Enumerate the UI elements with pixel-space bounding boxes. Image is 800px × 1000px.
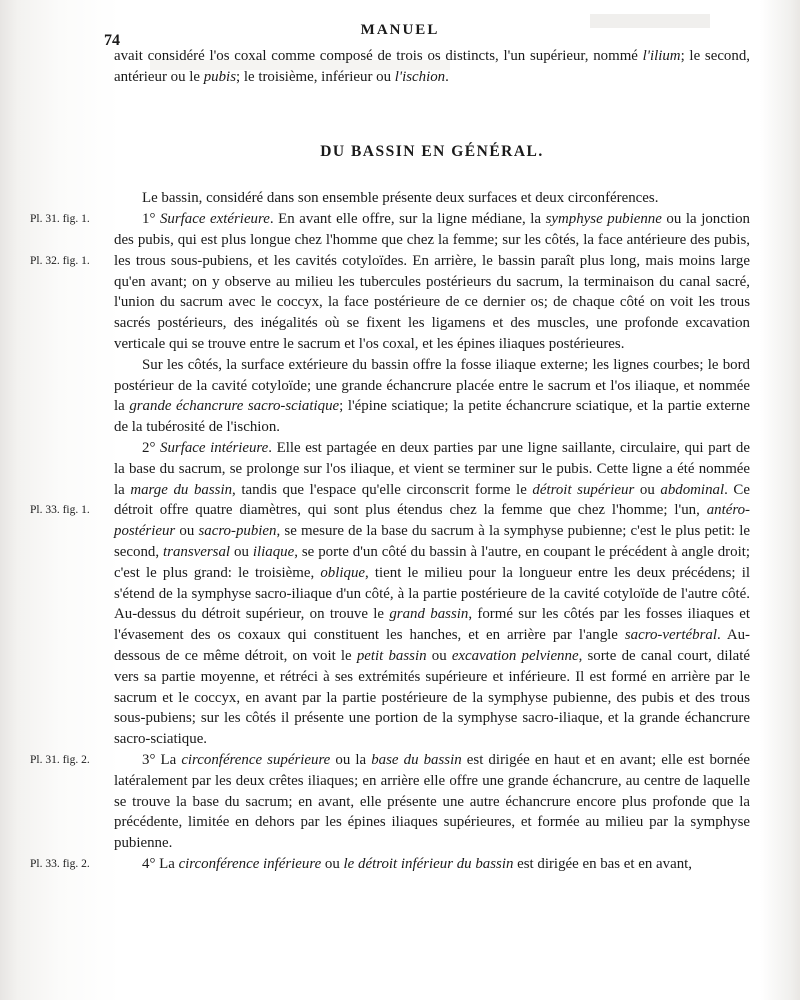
- section-heading: DU BASSIN EN GÉNÉRAL.: [320, 142, 544, 160]
- plate-reference: Pl. 32. fig. 1.: [30, 254, 90, 267]
- italic-term: le détroit inférieur du bassin: [343, 855, 514, 872]
- italic-term: grand bassin: [389, 606, 469, 623]
- text-run: ou: [634, 481, 661, 498]
- italic-term: l'ilium: [642, 48, 681, 64]
- italic-term: antéro-postérieur: [114, 502, 750, 540]
- text-body: [30, 46, 751, 875]
- italic-term: sacro-vertébral: [624, 627, 717, 644]
- paragraph-overview: Le bassin, considéré dans son ensemble présente deux surfaces et deux circonférences.: [142, 190, 659, 207]
- text-run: 4° La: [142, 855, 179, 872]
- italic-term: l'ischion: [394, 68, 446, 85]
- italic-term: sacro-pubien: [198, 523, 277, 540]
- italic-term: pubis: [203, 68, 236, 85]
- text-run: . Elle est partagée en deux parties par une ligne saillante, circulaire, qui part de la base du sacrum, se prolonge sur l'os iliaque, et vient se terminer sur le pubis. Cette ligne a été nommée la: [114, 439, 750, 498]
- text-run: , tient le milieu pour la longueur entre les deux précédens; il s'étend de la symphyse sacro-iliaque d'un côté, à la partie postérieure de la cavité cotyloïde de l'autre côté. Au-dessus du détroit supérieur, on trouve le: [114, 564, 750, 623]
- text-run: , se mesure de la base du sacrum à la symphyse pubienne; c'est le plus petit: le second,: [114, 523, 750, 560]
- text-run: 1°: [142, 211, 160, 228]
- text-run: est dirigée en bas et en avant,: [513, 855, 693, 872]
- text-run: , formé sur les côtés par les fosses iliaques et l'évasement des os coxaux qui constituent les hanches, et en arrière par l'angle: [114, 606, 750, 644]
- italic-term: petit bassin: [356, 647, 427, 664]
- text-run: . Ce détroit offre quatre diamètres, qui sont plus étendus chez la femme que chez l'homme; l'un,: [114, 481, 750, 519]
- running-title: MANUEL: [360, 22, 440, 38]
- text-run: . Au-dessous de ce même détroit, on voit le: [114, 627, 750, 664]
- italic-term: circonférence inférieure: [178, 855, 322, 872]
- text-run: , se porte d'un côté du bassin à l'autre, en coupant le précédent à angle droit; c'est le plus grand: le troisième,: [114, 543, 750, 581]
- plate-reference: Pl. 31. fig. 1.: [30, 213, 90, 226]
- text-run: ; le troisième, inférieur ou: [236, 68, 395, 85]
- text-run: avait considéré l'os coxal comme composé de trois os distincts, l'un supérieur, nommé: [114, 48, 643, 64]
- italic-term: circonférence supérieure: [181, 751, 331, 768]
- italic-term: iliaque: [252, 543, 295, 560]
- text-run: est dirigée en haut et en avant; elle est bornée latéralement par les deux crêtes iliaques; en arrière elle offre une grande échancrure, au centre de laquelle se trouve la base du sacrum; en avant, elle présente une autre échancrure encore plus profonde que la précédente, limitée en dehors par les épines iliaques supérieures, et formée au milieu par la symphyse pubienne.: [114, 751, 750, 852]
- plate-reference: Pl. 31. fig. 2.: [30, 753, 90, 766]
- text-run: , tandis que l'espace qu'elle circonscrit forme le: [232, 481, 533, 498]
- text-run: ou: [230, 543, 253, 560]
- italic-term: symphyse pubienne: [545, 211, 662, 228]
- italic-term: marge du bassin: [130, 481, 233, 498]
- text-run: ; le second, antérieur ou le: [114, 48, 750, 85]
- text-run: ou: [175, 523, 199, 540]
- text-run: ou: [426, 647, 452, 664]
- text-run: . En avant elle offre, sur la ligne médiane, la: [269, 211, 546, 228]
- text-run: ou: [321, 855, 344, 872]
- text-run: ; l'épine sciatique; la petite échancrure sciatique, et la partie externe de la tubérosité de l'ischion.: [114, 398, 750, 436]
- paragraph-circonference-inferieure: [30, 854, 750, 875]
- page-number: 74: [104, 32, 120, 49]
- italic-term: base du bassin: [371, 751, 462, 768]
- italic-term: oblique: [320, 564, 365, 581]
- italic-term: Surface intérieure: [160, 439, 269, 456]
- italic-term: détroit supérieur: [532, 481, 635, 498]
- italic-term: excavation pelvienne: [451, 647, 579, 664]
- text-run: ou la: [330, 751, 372, 768]
- italic-term: Surface extérieure: [159, 211, 270, 228]
- intro-paragraph: [114, 46, 750, 88]
- paragraph-surface-interieure: [30, 438, 750, 750]
- text-run: .: [445, 68, 449, 85]
- plate-reference: Pl. 33. fig. 2.: [30, 857, 90, 870]
- text-run: 3° La: [142, 751, 182, 768]
- italic-term: transversal: [163, 543, 231, 560]
- italic-term: abdominal: [660, 481, 725, 498]
- plate-reference: Pl. 33. fig. 1.: [30, 503, 90, 516]
- text-run: , sorte de canal court, dilaté vers sa partie moyenne, et rétréci à ses extrémités supérieure et inférieure. Il est formé en arrière par le sacrum et le coccyx, en avant par la partie postérieure de la symphyse pubienne, des pubis et des trous sous-pubiens; sur les côtés il présente une portion de la symphyse sacro-iliaque, et la grande échancrure sacro-sciatique.: [114, 647, 750, 748]
- text-run: Sur les côtés, la surface extérieure du bassin offre la fosse iliaque externe; les lignes courbes; le bord postérieur de la cavité cotyloïde; une grande échancrure placée entre le sacrum et l'os iliaque, et nommée la: [114, 356, 750, 415]
- text-run: 2°: [142, 439, 161, 456]
- text-run: ou la jonction des pubis, qui est plus longue chez l'homme que chez la femme; sur les côtés, la face antérieure des pubis, les trous sous-pubiens, et les cavités cotyloïdes. En arrière, le bassin paraît plus long, mais moins large qu'en avant; on y observe au milieu les tubercules postérieurs du sacrum, la terminaison du canal sacré, l'union du sacrum avec le coccyx, la face postérieure de ce dernier os; de chaque côté on voit les trous sacrés postérieurs, des inégalités où se fixent les ligamens et des muscles, une profonde excavation verticale qui se trouve entre le sacrum et l'os coxal, et les épines iliaques postérieures.: [114, 211, 751, 352]
- paragraph-circonference-superieure: [30, 750, 750, 854]
- italic-term: grande échancrure sacro-sciatique: [129, 398, 340, 415]
